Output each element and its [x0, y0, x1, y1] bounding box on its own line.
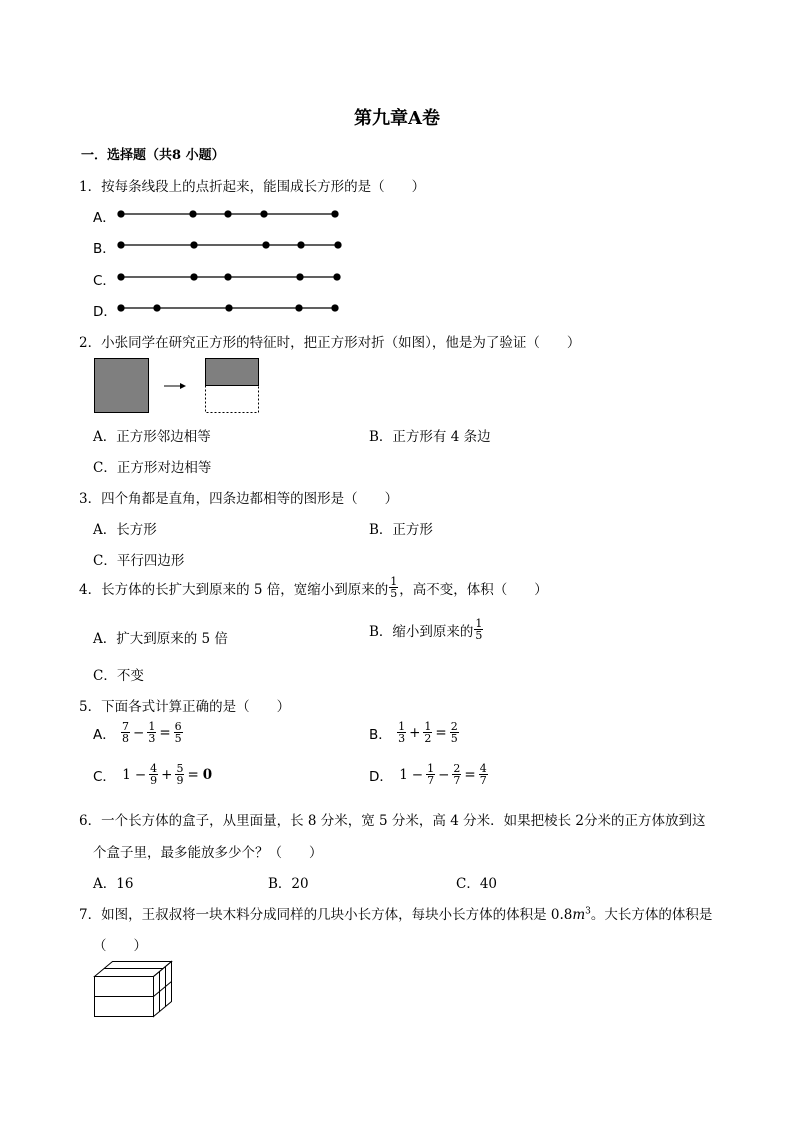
q5-option-c-label: C． — [93, 768, 116, 785]
q2-option-a: A．正方形邻边相等 — [93, 429, 211, 445]
q1-label-d: D． — [93, 304, 117, 320]
q3-option-c: C．平行四边形 — [93, 553, 185, 569]
fraction-denominator: 7 — [453, 774, 461, 787]
q7-stem-text: 7．如图，王叔叔将一块木料分成同样的几块小长方体，每块小长方体的体积是 0.8 — [79, 907, 573, 923]
fraction-numerator: 4 — [150, 762, 158, 775]
q2-stem: 2．小张同学在研究正方形的特征时，把正方形对折（如图），他是为了验证（ ） — [79, 335, 581, 351]
unit-m: m — [572, 907, 586, 923]
q2-option-b: B．正方形有 4 条边 — [369, 429, 491, 445]
fraction-denominator: 7 — [427, 774, 435, 787]
operator: − — [438, 766, 450, 783]
fraction-numerator: 4 — [479, 762, 487, 775]
q1-label-c: C． — [93, 273, 116, 289]
fraction-denominator: 9 — [150, 774, 158, 787]
fraction-numerator: 1 — [398, 720, 406, 733]
equals-sign: = — [159, 724, 171, 741]
q7-stem-line2: （ ） — [93, 938, 147, 954]
fraction-numerator: 7 — [122, 720, 130, 733]
q6-option-a: A．16 — [93, 876, 134, 892]
equals-sign: = — [187, 766, 199, 783]
result-value: 0 — [202, 766, 213, 783]
q4-option-a: A．扩大到原来的 5 倍 — [93, 631, 228, 647]
q5-stem: 5．下面各式计算正确的是（ ） — [79, 699, 291, 715]
leading-number: 1 — [122, 766, 131, 783]
page-title: 第九章A卷 — [354, 108, 440, 129]
q4-stem-post: ，高不变，体积（ ） — [399, 581, 548, 598]
q1-label-a: A． — [93, 210, 116, 226]
leading-number: 1 — [399, 766, 408, 783]
operator: − — [134, 766, 147, 783]
fraction-numerator: 1 — [148, 720, 156, 733]
operator: + — [409, 724, 421, 741]
section-heading: 一．选择题（共8 小题） — [81, 148, 225, 163]
fraction-numerator: 5 — [176, 762, 184, 775]
q6-option-c: C．40 — [456, 876, 498, 892]
cuboid-side-divider — [154, 982, 172, 997]
fraction-numerator: 1 — [475, 617, 483, 630]
equals-sign: = — [435, 724, 447, 741]
operator: − — [133, 724, 145, 741]
q5-option-d-label: D． — [369, 768, 393, 785]
fraction-denominator: 2 — [424, 732, 432, 745]
q3-stem: 3．四个角都是直角，四条边都相等的图形是（ ） — [79, 491, 399, 507]
q2-option-c: C．正方形对边相等 — [93, 460, 212, 476]
operator: + — [161, 766, 173, 783]
fraction-denominator: 7 — [479, 774, 487, 787]
q5-option-a-label: A． — [93, 726, 116, 743]
fraction-denominator: 3 — [398, 732, 406, 745]
fraction-denominator: 5 — [390, 587, 398, 600]
q3-option-b: B．正方形 — [369, 522, 433, 538]
fraction-denominator: 5 — [450, 732, 458, 745]
fraction-denominator: 5 — [174, 732, 182, 745]
fraction-denominator: 9 — [176, 774, 184, 787]
fraction-denominator: 3 — [148, 732, 156, 745]
operator: − — [411, 766, 424, 783]
fraction-numerator: 2 — [450, 720, 458, 733]
q4-stem-pre: 4．长方体的长扩大到原来的 5 倍，宽缩小到原来的 — [79, 581, 389, 598]
equals-sign: = — [464, 766, 476, 783]
fraction-numerator: 6 — [174, 720, 182, 733]
q7-stem-text-post: 。大长方体的体积是 — [590, 907, 713, 923]
q6-stem-line1: 6．一个长方体的盒子，从里面量，长 8 分米，宽 5 分米，高 4 分米．如果把棱长 2分米的正方体放到这 — [79, 813, 706, 829]
q5-option-b-label: B． — [369, 726, 392, 743]
q4-option-b-text: B．缩小到原来的 — [369, 623, 474, 640]
q4-option-c: C．不变 — [93, 668, 144, 684]
unit-exponent: 3 — [585, 906, 591, 917]
q1-stem: 1．按每条线段上的点折起来，能围成长方形的是（ ） — [79, 179, 426, 195]
fraction-numerator: 1 — [427, 762, 435, 775]
fraction-numerator: 1 — [390, 575, 398, 588]
fraction-denominator: 5 — [475, 629, 483, 642]
fraction-numerator: 2 — [453, 762, 461, 775]
q3-option-a: A．长方形 — [93, 522, 157, 538]
q1-label-b: B． — [93, 241, 116, 257]
q6-stem-line2: 个盒子里，最多能放多少个？（ ） — [93, 845, 323, 861]
q6-option-b: B．20 — [268, 876, 309, 892]
fraction-denominator: 8 — [122, 732, 130, 745]
fraction-numerator: 1 — [424, 720, 432, 733]
